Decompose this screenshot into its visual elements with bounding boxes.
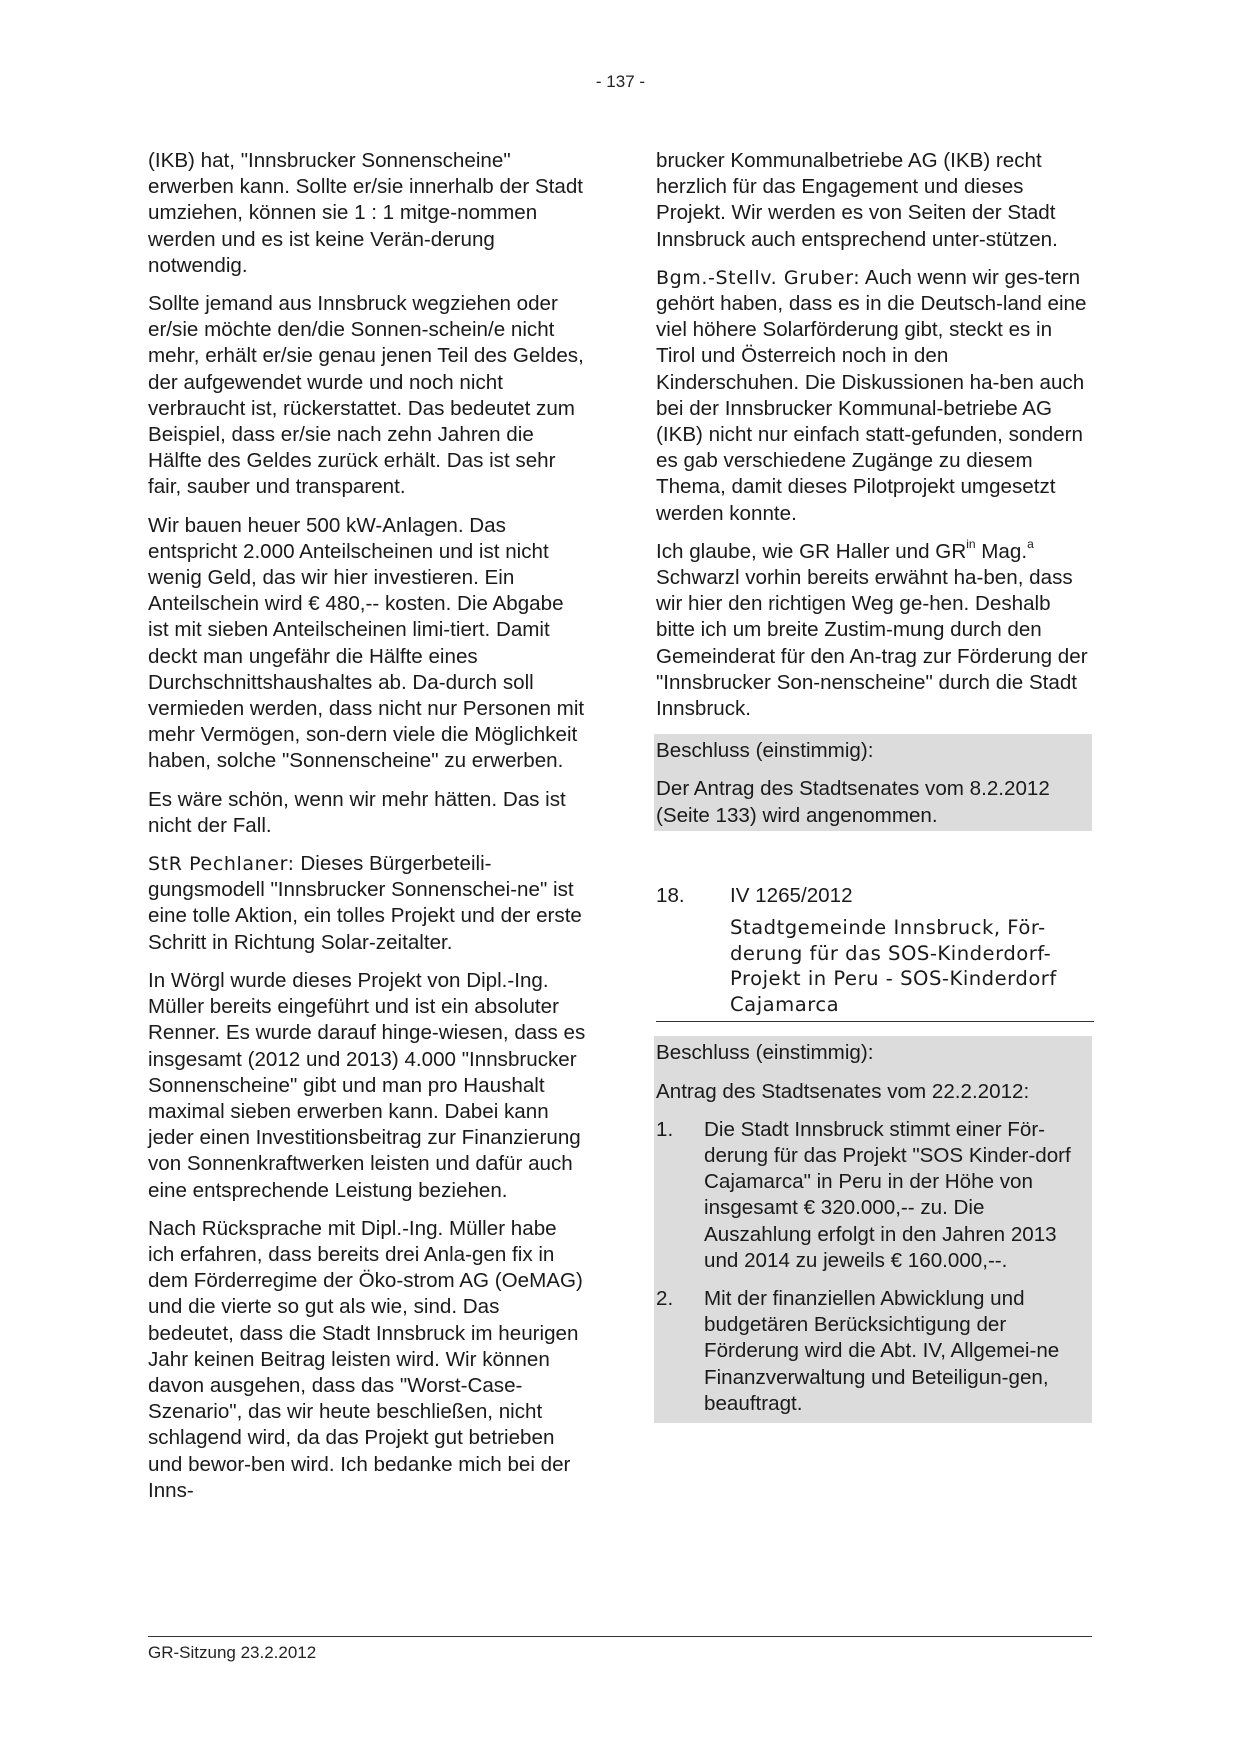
speech-text: Dieses Bürgerbeteili-gungsmodell "Innsbrucker Sonnenschei-ne" ist eine tolle Aktion, ein tolles Projekt und der erste Schritt in Richtung Solar-zeitalter.: [148, 852, 582, 954]
decision-box: [654, 1036, 1092, 1423]
list-item-text: Die Stadt Innsbruck stimmt einer För-derung für das Projekt "SOS Kinder-dorf Cajamarca" in Peru in der Höhe von insgesamt € 320.000,-- zu. Die Auszahlung erfolgt in den Jahren 2013 und 2014 zu jeweils € 160.000,--.: [704, 1117, 1071, 1272]
paragraph: brucker Kommunalbetriebe AG (IKB) recht herzlich für das Engagement und dieses Projekt. Wir werden es von Seiten der Stadt Innsbruck auch entsprechend unter-stützen.: [656, 149, 1058, 251]
speech-text: Ich glaube, wie GR Haller und GR: [656, 539, 967, 563]
list-item: [656, 1286, 1090, 1417]
paragraph: Es wäre schön, wenn wir mehr hätten. Das ist nicht der Fall.: [148, 787, 566, 837]
left-column: [148, 148, 586, 1516]
decision-text: Der Antrag des Stadtsenates vom 8.2.2012 (Seite 133) wird angenommen.: [656, 777, 1050, 827]
decision-box: [654, 734, 1092, 831]
speech-paragraph: [148, 851, 586, 956]
list-item-text: Mit der finanziellen Abwicklung und budgetären Berücksichtigung der Förderung wird die Abt. IV, Allgemei-ne Finanzverwaltung und Beteiligun-gen, beauftragt.: [704, 1287, 1060, 1415]
speech-text: Schwarzl vorhin bereits erwähnt ha-ben, dass wir hier den richtigen Weg ge-hen. Deshalb bitte ich um breite Zustim-mung durch den Gemeinderat für den An-trag zur Förderung der "Innsbrucker Son-nenscheine" durch die Stadt Innsbruck.: [656, 566, 1088, 721]
speech-paragraph: [656, 265, 1094, 527]
paragraph: (IKB) hat, "Innsbrucker Sonnenscheine" erwerben kann. Sollte er/sie innerhalb der Stadt umziehen, können sie 1 : 1 mitge-nommen werden und es ist keine Verän-derung notwendig.: [148, 149, 584, 277]
page-number: - 137 -: [595, 72, 646, 91]
list-item-number: 1.: [656, 1117, 674, 1141]
agenda-item-title: Stadtgemeinde Innsbruck, För-derung für das SOS-Kinderdorf-Projekt in Peru - SOS-Kinderdorf Cajamarca: [730, 916, 1057, 1016]
paragraph: Wir bauen heuer 500 kW-Anlagen. Das entspricht 2.000 Anteilscheinen und ist nicht wenig Geld, das wir hier investieren. Ein Anteilschein wird € 480,-- kosten. Die Abgabe ist mit sieben Anteilscheinen limi-tiert. Damit deckt man ungefähr die Hälfte eines Durchschnittshaushaltes ab. Da-durch soll vermieden werden, dass nicht nur Personen mit mehr Vermögen, son-dern viele die Möglichkeit haben, solche "Sonnenscheine" zu erwerben.: [148, 513, 585, 773]
speech-text: Auch wenn wir ges-tern gehört haben, dass es in die Deutsch-land eine viel höhere Solarförderung gibt, steckt es in Tirol und Österreich noch in den Kinderschuhen. Die Diskussionen ha-ben auch bei der Innsbrucker Kommunal-betriebe AG (IKB) nicht nur einfach statt-gefunden, sondern es gab verschiedene Zugänge zu diesem Thema, damit dieses Pilotprojekt umgesetzt werden konnte.: [656, 265, 1087, 525]
speech-paragraph: [656, 536, 1094, 722]
section-divider: [656, 1021, 1094, 1022]
list-item: [656, 1117, 1090, 1274]
list-item-number: 2.: [656, 1287, 674, 1311]
agenda-item-header: [656, 883, 1094, 1022]
decision-label: Beschluss (einstimmig):: [656, 739, 874, 763]
paragraph: Sollte jemand aus Innsbruck wegziehen oder er/sie möchte den/die Sonnen-schein/e nicht mehr, erhält er/sie genau jenen Teil des Geldes, der aufgewendet wurde und noch nicht verbraucht ist, rückerstattet. Das bedeutet zum Beispiel, dass er/sie nach zehn Jahren die Hälfte des Geldes zurück erhält. Das ist sehr fair, sauber und transparent.: [148, 292, 584, 499]
agenda-item-reference: IV 1265/2012: [730, 883, 853, 907]
speaker-name: StR Pechlaner:: [148, 853, 295, 876]
superscript: a: [1027, 536, 1034, 551]
agenda-item-number: 18.: [656, 883, 685, 907]
speech-text: Mag.: [975, 539, 1028, 563]
decision-label: Beschluss (einstimmig):: [656, 1041, 874, 1065]
footer-text: GR-Sitzung 23.2.2012: [148, 1643, 317, 1662]
speaker-name: Bgm.-Stellv. Gruber:: [656, 266, 861, 289]
superscript: in: [966, 536, 976, 551]
footer-divider: [148, 1636, 1092, 1637]
paragraph: In Wörgl wurde dieses Projekt von Dipl.-Ing. Müller bereits eingeführt und ist ein absoluter Renner. Es wurde darauf hinge-wiesen, dass es insgesamt (2012 und 2013) 4.000 "Innsbrucker Sonnenscheine" gibt und man pro Haushalt maximal sieben erwerben kann. Dabei kann jeder einen Investitionsbeitrag zur Finanzierung von Sonnenkraftwerken leisten und dafür auch eine entsprechende Leistung beziehen.: [148, 968, 586, 1202]
decision-intro: Antrag des Stadtsenates vom 22.2.2012:: [656, 1079, 1030, 1103]
paragraph: Nach Rücksprache mit Dipl.-Ing. Müller habe ich erfahren, dass bereits drei Anla-gen fix in dem Förderregime der Öko-strom AG (OeMAG) und die vierte so gut als wie, sind. Das bedeutet, dass die Stadt Innsbruck im heurigen Jahr keinen Beitrag leisten wird. Wir können davon ausgehen, dass das "Worst-Case-Szenario", das wir heute beschließen, nicht schlagend wird, da das Projekt gut betrieben und bewor-ben wird. Ich bedanke mich bei der Inns-: [148, 1216, 583, 1502]
right-column: [656, 148, 1094, 1435]
